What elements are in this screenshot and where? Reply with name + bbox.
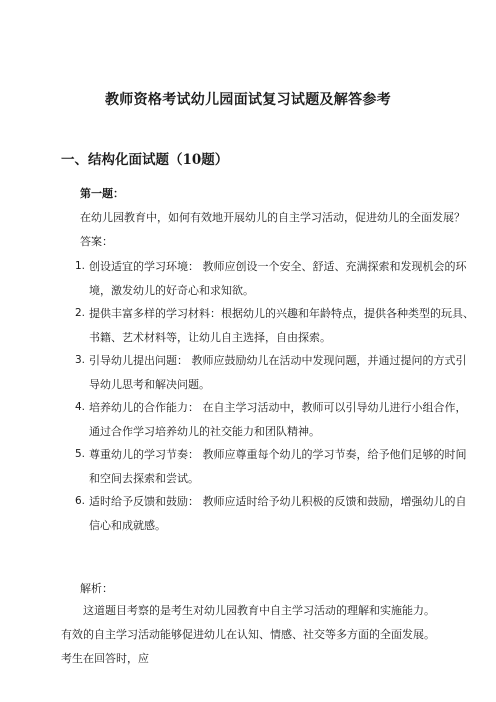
analysis-text: 这道题目考察的是考生对幼儿园教育中自主学习活动的理解和实施能力。有效的自主学习活动能够促进幼儿在认知、情感、社交等多方面的全面发展。考生在回答时，应 — [61, 604, 435, 665]
answer-item — [0, 490, 496, 537]
answer-number: 3. — [75, 354, 86, 366]
answer-text-continued: 书籍、艺术材料等，让幼儿自主选择，自由探索。 — [89, 330, 331, 344]
answer-number: 4. — [75, 401, 86, 413]
question-text: 在幼儿园教育中，如何有效地开展幼儿的自主学习活动，促进幼儿的全面发展？ — [80, 211, 465, 224]
answer-list — [0, 255, 496, 537]
section-title: 一、结构化面试题（10题） — [61, 152, 229, 168]
answer-text-continued: 通过合作学习培养幼儿的社交能力和团队精神。 — [89, 424, 320, 438]
answer-number: 1. — [75, 260, 86, 272]
question-label: 第一题： — [80, 187, 124, 200]
answer-text: 创设适宜的学习环境： 教师应创设一个安全、舒适、充满探索和发现机会的环 — [89, 260, 467, 273]
answer-item — [0, 302, 496, 349]
answer-text: 适时给予反馈和鼓励： 教师应适时给予幼儿积极的反馈和鼓励，增强幼儿的自 — [89, 495, 467, 508]
answer-text-continued: 导幼儿思考和解决问题。 — [89, 377, 210, 391]
answer-text: 提供丰富多样的学习材料：根据幼儿的兴趣和年龄特点，提供各种类型的玩具、 — [89, 307, 474, 320]
answer-text: 培养幼儿的合作能力： 在自主学习活动中，教师可以引导幼儿进行小组合作， — [89, 401, 467, 414]
answer-item — [0, 255, 496, 302]
answer-number: 6. — [75, 495, 86, 507]
answer-number: 5. — [75, 448, 86, 460]
answer-label: 答案： — [80, 235, 113, 248]
answer-text-continued: 和空间去探索和尝试。 — [89, 471, 199, 485]
answer-item — [0, 349, 496, 396]
answer-text: 尊重幼儿的学习节奏： 教师应尊重每个幼儿的学习节奏，给予他们足够的时间 — [89, 448, 467, 461]
analysis-label: 解析： — [80, 582, 113, 595]
answer-text: 引导幼儿提出问题： 教师应鼓励幼儿在活动中发现问题，并通过提问的方式引 — [89, 354, 467, 367]
answer-number: 2. — [75, 307, 86, 319]
answer-item — [0, 396, 496, 443]
answer-text-continued: 信心和成就感。 — [89, 518, 166, 532]
answer-text-continued: 境，激发幼儿的好奇心和求知欲。 — [89, 283, 254, 297]
document-title: 教师资格考试幼儿园面试复习试题及解答参考 — [105, 92, 391, 108]
answer-item — [0, 443, 496, 490]
